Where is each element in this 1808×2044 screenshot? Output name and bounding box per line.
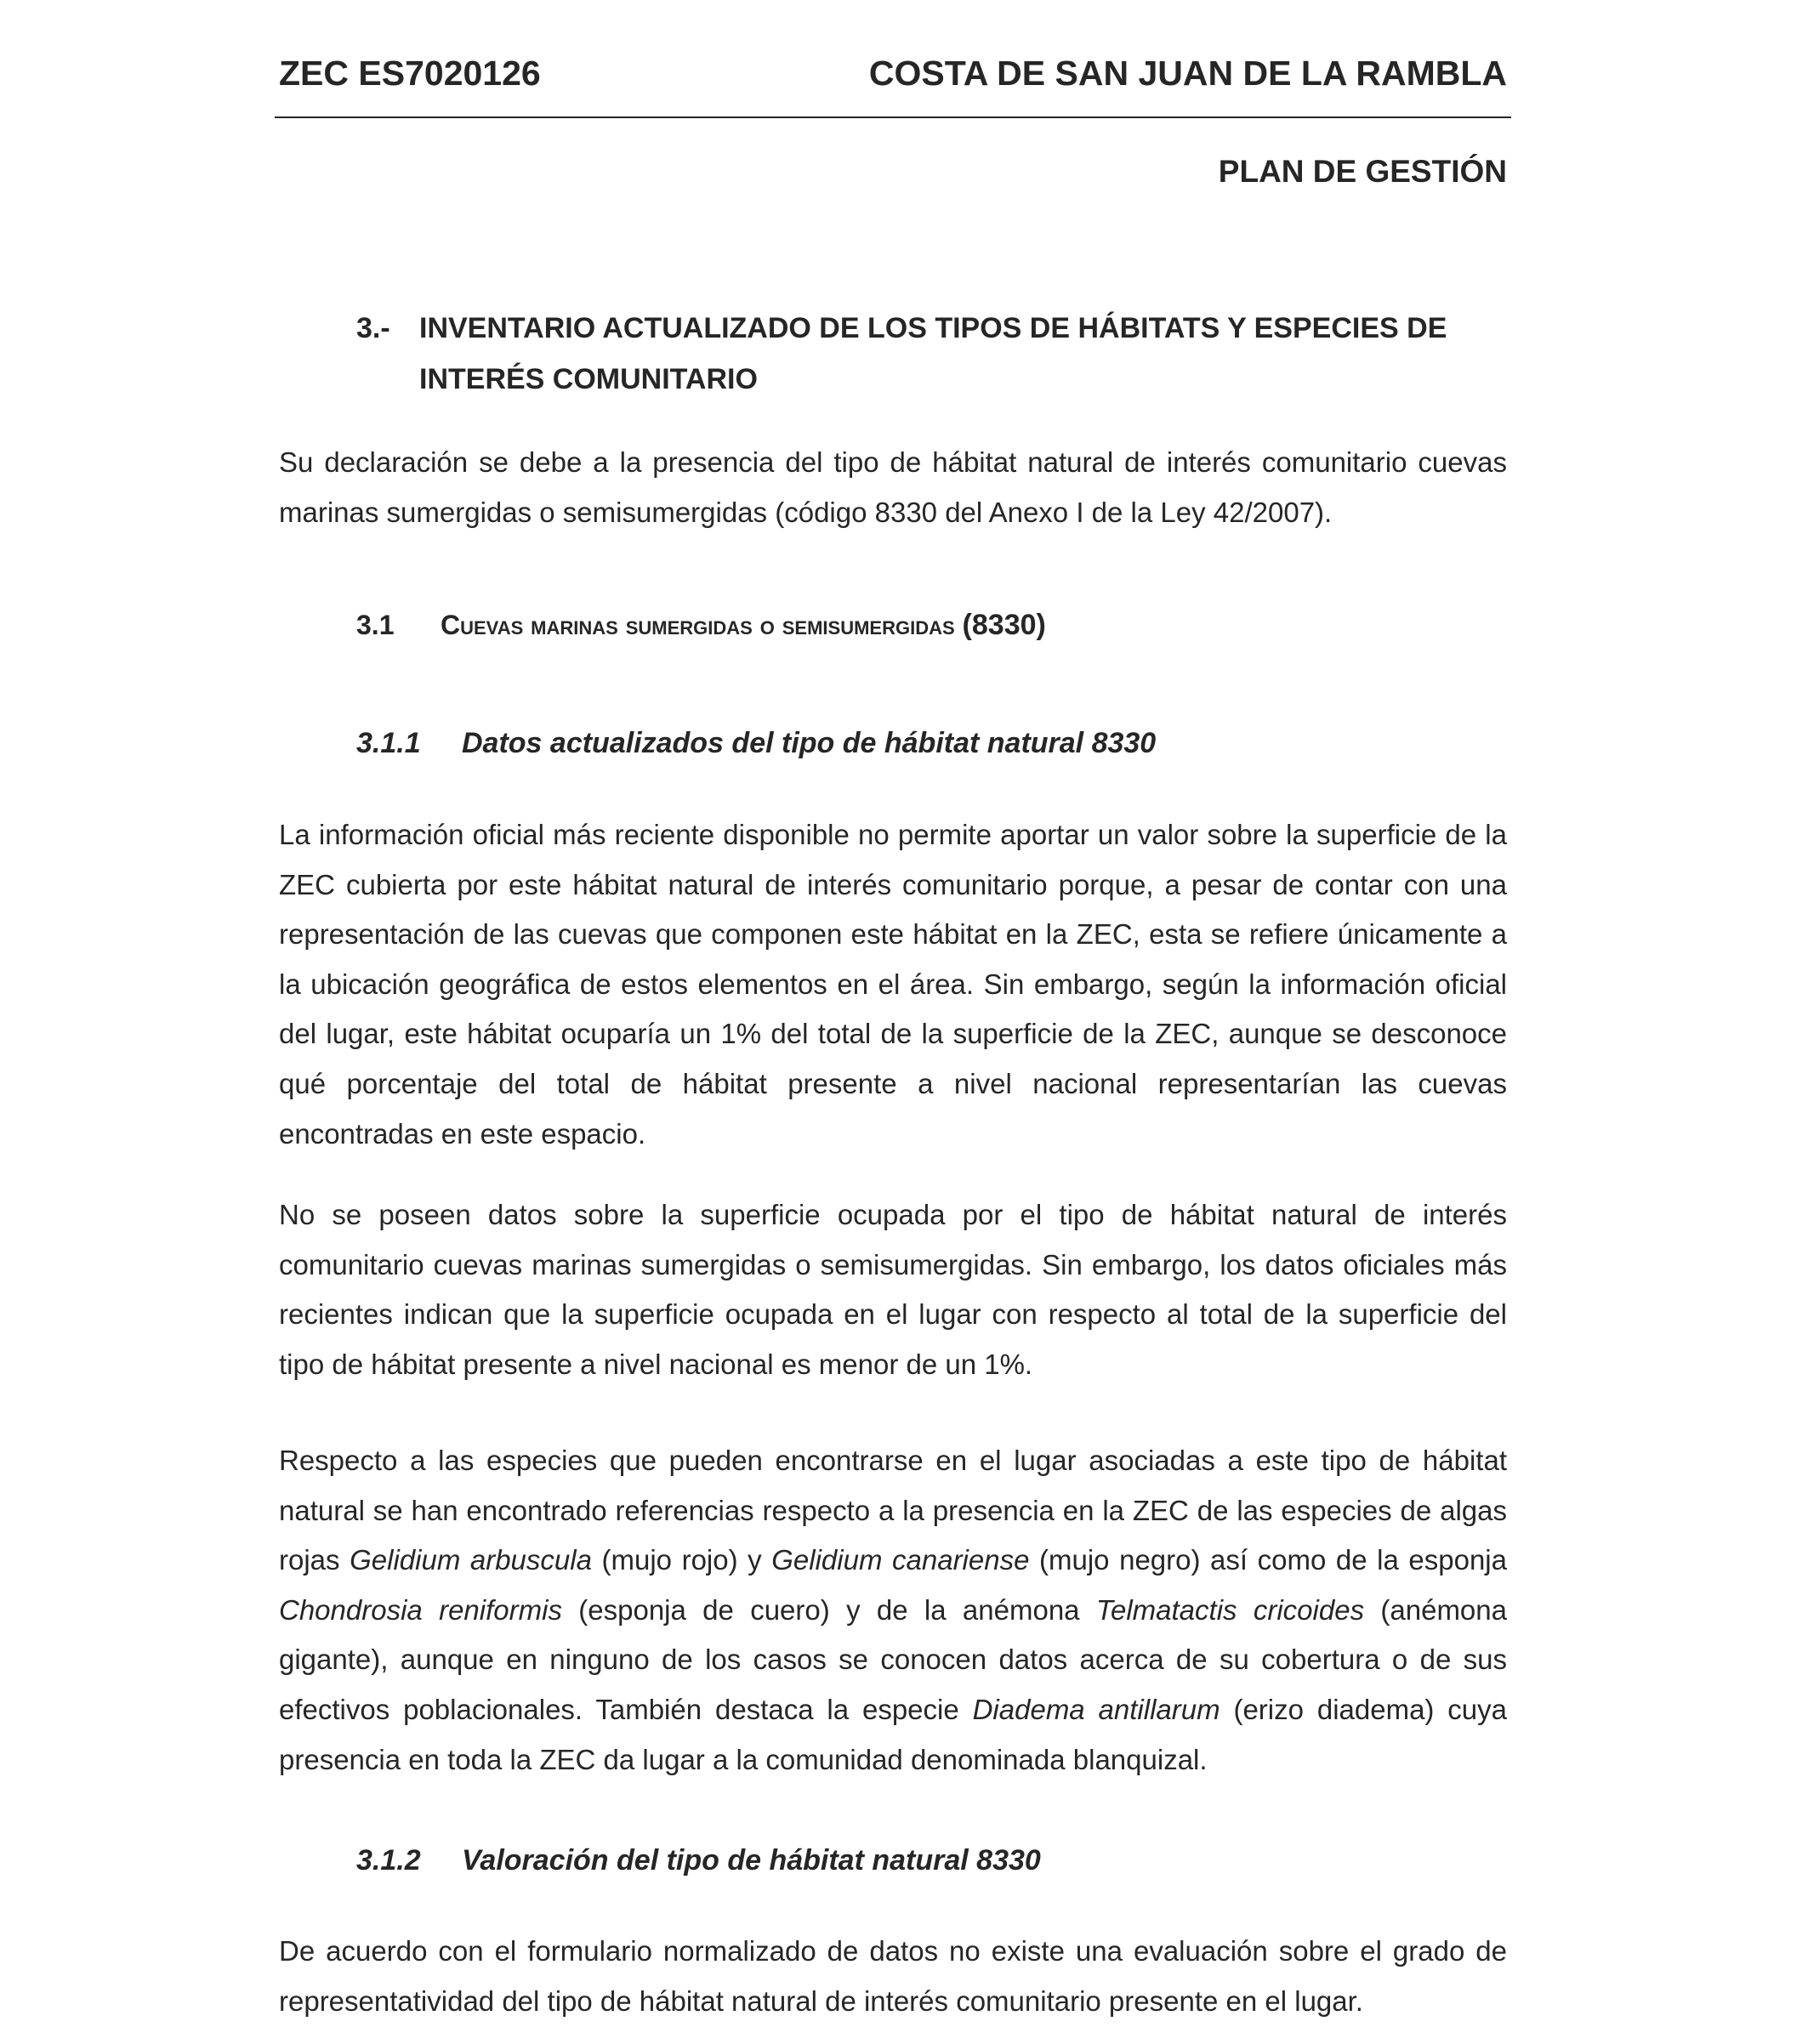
section-3-1-2-title: Valoración del tipo de hábitat natural 8330 — [462, 1844, 1041, 1877]
section-3-1-2-paragraph-1: De acuerdo con el formulario normalizado de datos no existe una evaluación sobre el grado de representatividad del tipo de hábitat natural de interés comunitario presente en el lugar. — [279, 1935, 1507, 2017]
section-3-1-1-title: Datos actualizados del tipo de hábitat natural 8330 — [462, 727, 1157, 759]
header-plan-title: PLAN DE GESTIÓN — [1218, 154, 1507, 189]
section-3-1-2-number: 3.1.2 — [356, 1844, 421, 1877]
section-3-1-1-paragraph-1: La información oficial más reciente disponible no permite aportar un valor sobre la superficie de la ZEC cubierta por este hábitat natural de interés comunitario porque, a pesar de contar con una representación de las cuevas que componen este hábitat en la ZEC, esta se refiere únicamente a la ubicación geográfica de estos elementos en el área. Sin embargo, según la información oficial del lugar, este hábitat ocuparía un 1% del total de la superficie de la ZEC, aunque se desconoce qué porcentaje del total de hábitat presente a nivel nacional representarían las cuevas encontradas en este espacio. — [279, 819, 1507, 1150]
paragraph-text: (esponja de cuero) y de la anémona — [561, 1593, 1096, 1626]
paragraph-text: (mujo rojo) y — [591, 1544, 772, 1576]
section-3-1-1-number: 3.1.1 — [356, 727, 421, 759]
paragraph-text: Respecto a las especies que pueden encontrarse en el lugar asociadas a este tipo de hábitat natural se han encontrado referencias respecto a la presencia en la ZEC de las especies de algas rojas — [279, 1445, 1507, 1576]
header-site-name: COSTA DE SAN JUAN DE LA RAMBLA — [868, 54, 1507, 93]
section-3-intro-paragraph: Su declaración se debe a la presencia del tipo de hábitat natural de interés comunitario cuevas marinas sumergidas o semisumergidas (código 8330 del Anexo I de la Ley 42/2007). — [279, 446, 1507, 528]
section-3-1-heading — [441, 601, 1046, 649]
species-name: Chondrosia reniformis — [279, 1593, 562, 1626]
species-name: Diadema antillarum — [972, 1693, 1220, 1725]
header-site-code: ZEC ES7020126 — [279, 54, 541, 93]
species-name: Telmatactis cricoides — [1095, 1593, 1365, 1626]
paragraph-text: (mujo negro) así como de la esponja — [1029, 1544, 1507, 1576]
species-name: Gelidium arbuscula — [350, 1544, 592, 1576]
paragraph-text: (anémona gigante), aunque en ninguno de los casos se conocen datos acerca de su cobertura o de sus efectivos poblacionales. También destaca la especie — [279, 1593, 1507, 1725]
section-3-1-1-paragraph-2: No se poseen datos sobre la superficie ocupada por el tipo de hábitat natural de interés comunitario cuevas marinas sumergidas o semisumergidas. Sin embargo, los datos oficiales más recientes indican que la superficie ocupada en el lugar con respecto al total de la superficie del tipo de hábitat presente a nivel nacional es menor de un 1%. — [279, 1199, 1507, 1380]
header-divider — [275, 116, 1511, 118]
section-3-number: 3.- — [356, 312, 390, 344]
section-3-1-number: 3.1 — [356, 610, 395, 640]
section-3-1-code: (8330) — [962, 609, 1046, 641]
section-3-1-title: Cuevas marinas sumergidas o semisumergidas — [441, 610, 955, 640]
species-name: Gelidium canariense — [771, 1544, 1030, 1576]
section-3-1-1-paragraph-3 — [279, 1436, 1507, 1785]
section-3-title: INVENTARIO ACTUALIZADO DE LOS TIPOS DE HÁBITATS Y ESPECIES DE INTERÉS COMUNITARIO — [419, 312, 1447, 395]
paragraph-text: (erizo diadema) cuya presencia en toda la ZEC da lugar a la comunidad denominada blanquizal. — [279, 1693, 1508, 1775]
